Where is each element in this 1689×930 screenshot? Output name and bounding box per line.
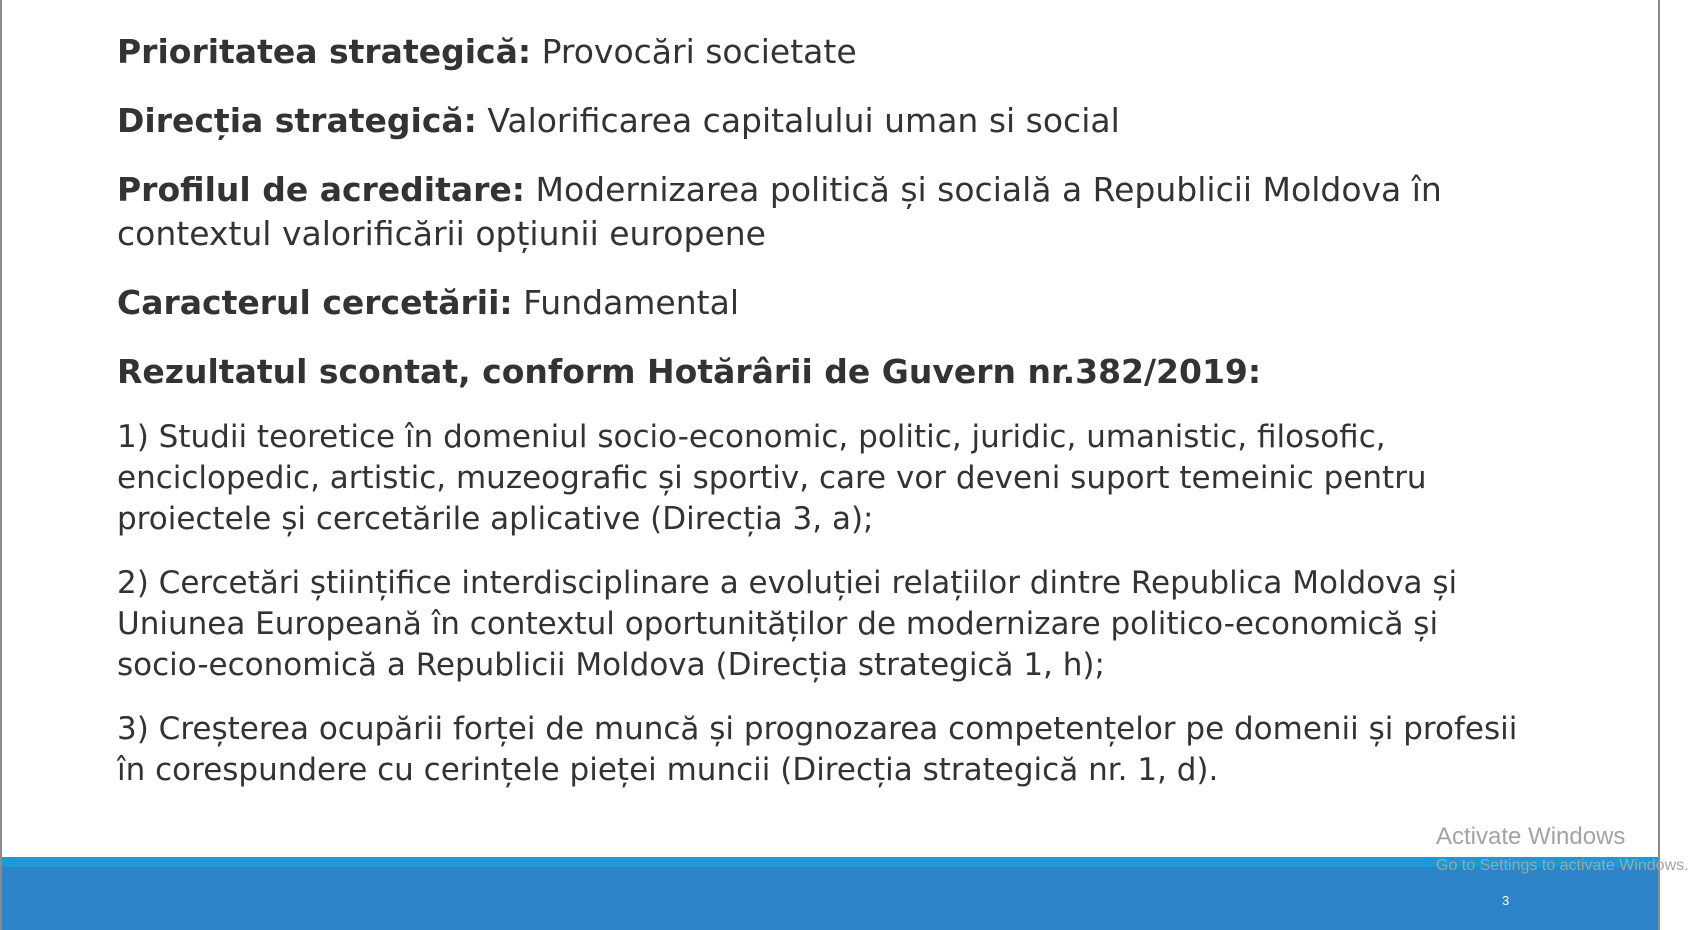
field-value: Provocări societate xyxy=(531,32,857,71)
field-label: Prioritatea strategică: xyxy=(117,32,532,71)
page-number: 3 xyxy=(1502,893,1510,908)
field-value: Modernizarea politică și socială a Republicii Moldova în contextul valorificării opțiunii europene xyxy=(117,170,1442,253)
field-label: Direcția strategică: xyxy=(117,101,477,140)
results-heading: Rezultatul scontat, conform Hotărârii de Guvern nr.382/2019: xyxy=(117,352,1262,391)
activation-watermark-subtitle: Go to Settings to activate Windows. xyxy=(1436,857,1689,874)
field-label: Caracterul cercetării: xyxy=(117,283,513,322)
field-accreditation-profile xyxy=(117,168,1537,256)
footer-accent-bar xyxy=(2,857,1658,867)
result-item-2: 2) Cercetări științifice interdisciplinare a evoluției relațiilor dintre Republica Moldova și Uniunea Europeană în contextul oportunităților de modernizare politico-economică și socio-economică a Republicii Moldova (Direcția strategică 1, h); xyxy=(117,565,1458,683)
footer-bar xyxy=(2,867,1658,930)
field-priority xyxy=(117,30,1537,74)
result-item-1: 1) Studii teoretice în domeniul socio-economic, politic, juridic, umanistic, filosofic, enciclopedic, artistic, muzeografic și sportiv, care vor deveni suport temeinic pentru proiectele și cercetările aplicative (Direcția 3, a); xyxy=(117,419,1427,537)
field-value: Valorificarea capitalului uman si social xyxy=(476,101,1120,140)
field-label: Profilul de acreditare: xyxy=(117,170,526,209)
activation-watermark-title: Activate Windows xyxy=(1436,823,1626,850)
field-value: Fundamental xyxy=(512,283,739,322)
field-research-type xyxy=(117,281,1537,325)
field-direction xyxy=(117,99,1537,143)
slide-content xyxy=(117,30,1537,814)
result-item-3: 3) Creșterea ocupării forței de muncă și prognozarea competențelor pe domenii și profesii în corespundere cu cerințele pieței muncii (Direcția strategică nr. 1, d). xyxy=(117,711,1518,788)
